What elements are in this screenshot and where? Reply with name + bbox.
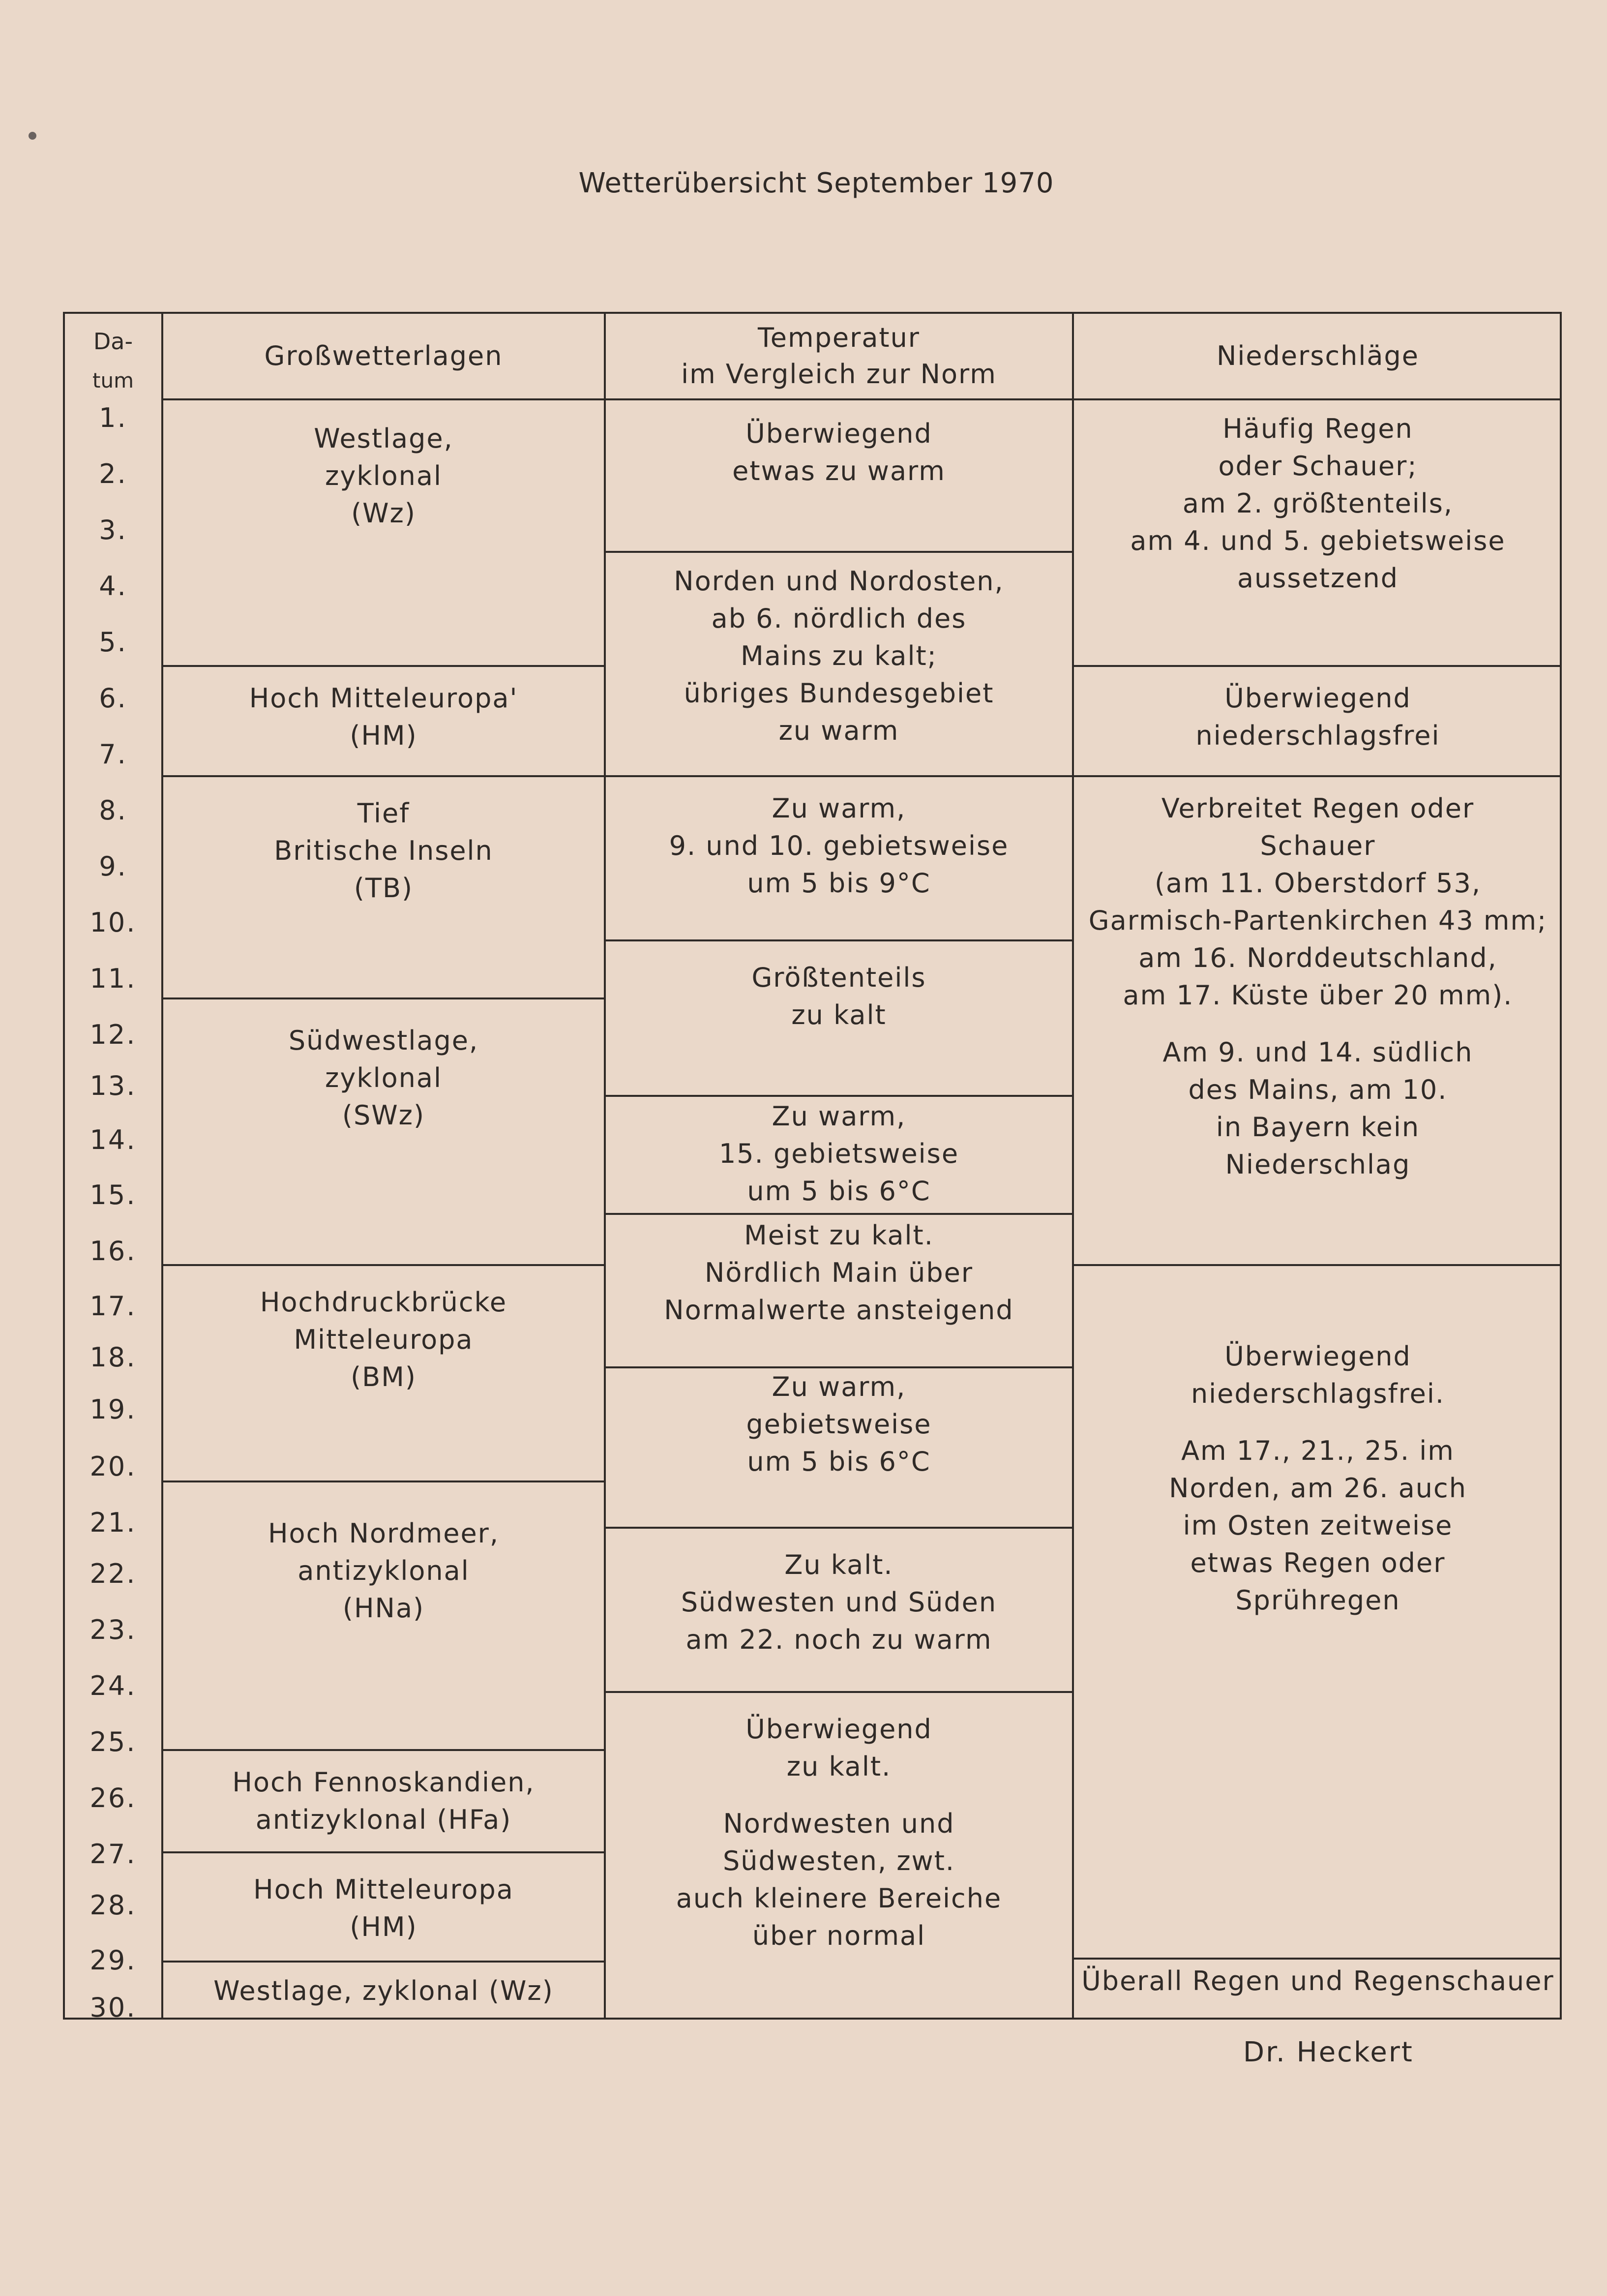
grosswetterlagen-line: Britische Inseln (274, 835, 493, 866)
date-label: 7. (99, 739, 127, 770)
temperatur-line: über normal (752, 1920, 926, 1951)
date-label: 15. (89, 1179, 137, 1210)
temperatur-line: am 22. noch zu warm (685, 1624, 992, 1655)
grosswetterlagen-line: zyklonal (325, 1062, 442, 1093)
grosswetterlagen-cell (163, 1022, 604, 1289)
date-label: 18. (89, 1342, 137, 1373)
date-label: 5. (99, 627, 127, 658)
temperatur-cell (606, 563, 1072, 787)
niederschlaege-line: am 2. größtenteils, (1182, 488, 1454, 519)
row-divider (1072, 1958, 1562, 1960)
date-label: 22. (89, 1558, 137, 1589)
temperatur-line: Südwesten und Süden (681, 1587, 997, 1618)
niederschlaege-line: etwas Regen oder (1190, 1547, 1446, 1578)
temperatur-line: 15. gebietsweise (718, 1138, 959, 1169)
temperatur-line: etwas zu warm (732, 455, 946, 486)
grosswetterlagen-cell (163, 1284, 604, 1500)
grosswetterlagen-cell (163, 1871, 604, 1980)
niederschlaege-cell (1074, 790, 1562, 1279)
header-temperatur-line2: im Vergleich zur Norm (681, 359, 997, 390)
date-label: 26. (89, 1782, 137, 1813)
temperatur-line: Zu warm, (772, 1101, 906, 1132)
grosswetterlagen-line: (BM) (351, 1361, 417, 1392)
date-label: 17. (89, 1291, 137, 1322)
grosswetterlagen-line: Hochdruckbrücke (260, 1287, 507, 1318)
date-label: 27. (89, 1839, 137, 1870)
grosswetterlagen-line: (HM) (350, 720, 417, 751)
temperatur-line: zu kalt. (786, 1751, 892, 1782)
grosswetterlagen-line: antizyklonal (298, 1555, 470, 1586)
weather-table (63, 312, 1562, 2023)
date-label: 1. (99, 402, 127, 433)
signature: Dr. Heckert (1243, 2036, 1414, 2068)
niederschlaege-line: am 16. Norddeutschland, (1138, 942, 1497, 973)
row-divider (161, 1480, 604, 1482)
grosswetterlagen-line: Hoch Mitteleuropa (253, 1874, 514, 1905)
niederschlaege-line: des Mains, am 10. (1188, 1074, 1448, 1105)
date-label: 3. (99, 514, 127, 545)
grosswetterlagen-line: Hoch Mitteleuropa' (249, 683, 518, 714)
date-label: 19. (89, 1394, 137, 1425)
temperatur-cell (606, 790, 1072, 954)
grosswetterlagen-line: zyklonal (325, 460, 442, 491)
temperatur-line: Norden und Nordosten, (674, 566, 1004, 597)
temperatur-line: Südwesten, zwt. (722, 1845, 955, 1876)
row-divider (161, 665, 604, 667)
temperatur-line: Zu warm, (772, 793, 906, 824)
niederschlaege-line: oder Schauer; (1218, 451, 1418, 482)
date-column (65, 314, 161, 2023)
niederschlaege-line: niederschlagsfrei (1195, 720, 1440, 751)
temperatur-cell (606, 1711, 1072, 2039)
grosswetterlagen-line: (SWz) (342, 1100, 425, 1131)
page-title: Wetterübersicht September 1970 (578, 167, 1054, 199)
temperatur-line: um 5 bis 6°C (747, 1176, 931, 1207)
grosswetterlagen-line: Hoch Nordmeer, (268, 1518, 500, 1549)
grosswetterlagen-line: Südwestlage, (288, 1025, 479, 1056)
header-datum-line2: tum (92, 368, 134, 393)
grosswetterlagen-line: (TB) (354, 873, 414, 904)
row-divider (161, 1851, 604, 1853)
niederschlaege-cell (1074, 680, 1562, 790)
grosswetterlagen-cell (163, 420, 604, 685)
row-divider (161, 1264, 604, 1266)
niederschlaege-line: (am 11. Oberstdorf 53, (1154, 868, 1482, 899)
date-label: 13. (89, 1070, 137, 1101)
date-label: 20. (89, 1451, 137, 1482)
grosswetterlagen-line: (HM) (350, 1911, 417, 1942)
temperatur-line: Normalwerte ansteigend (664, 1295, 1014, 1326)
grosswetterlagen-cell (163, 795, 604, 1017)
niederschlaege-line: niederschlagsfrei. (1190, 1378, 1445, 1409)
temperatur-line: ab 6. nördlich des (711, 603, 967, 634)
date-label: 11. (89, 963, 137, 994)
header-niederschlaege (1074, 314, 1562, 398)
date-label: 25. (89, 1726, 137, 1757)
temperatur-cell (606, 415, 1072, 566)
row-divider (161, 997, 604, 999)
temperatur-line: Mains zu kalt; (741, 640, 937, 671)
temperatur-line: 9. und 10. gebietsweise (669, 830, 1009, 861)
row-divider (604, 551, 1072, 553)
temperatur-line: Zu kalt. (784, 1549, 893, 1580)
niederschlaege-line: aussetzend (1237, 563, 1399, 594)
date-label: 2. (99, 458, 127, 489)
temperatur-cell (606, 1368, 1072, 1529)
row-divider (161, 1961, 604, 1963)
row-divider (604, 1527, 1072, 1529)
temperatur-line: zu warm (778, 715, 899, 746)
row-divider (604, 1095, 1072, 1097)
header-grosswetterlagen (163, 314, 604, 398)
row-divider (1072, 1264, 1562, 1266)
niederschlaege-line: Überwiegend (1224, 683, 1411, 714)
temperatur-line: Meist zu kalt. (744, 1220, 934, 1251)
temperatur-line: Überwiegend (745, 418, 932, 449)
niederschlaege-line: Sprühregen (1235, 1585, 1400, 1616)
temperatur-line: Größtenteils (751, 962, 926, 993)
grosswetterlagen-line: antizyklonal (HFa) (255, 1804, 512, 1835)
niederschlaege-cell (1074, 1338, 1562, 2031)
temperatur-line: gebietsweise (746, 1409, 932, 1440)
temperatur-line: zu kalt (791, 999, 887, 1030)
niederschlaege-line: Häufig Regen (1222, 413, 1413, 444)
grosswetterlagen-cell (163, 1972, 604, 2031)
header-temperatur (606, 314, 1072, 398)
grosswetterlagen-line: Westlage, (314, 423, 453, 454)
niederschlaege-line: im Osten zeitweise (1183, 1510, 1453, 1541)
temperatur-cell (606, 1098, 1072, 1216)
date-label: 23. (89, 1614, 137, 1645)
grosswetterlagen-line: Mitteleuropa (294, 1324, 474, 1355)
header-niederschlaege-text: Niederschläge (1217, 340, 1419, 371)
temperatur-line: Zu warm, (772, 1371, 906, 1402)
row-divider (604, 1213, 1072, 1215)
row-divider (161, 398, 1562, 400)
date-label: 30. (89, 1992, 137, 2023)
date-label: 8. (99, 795, 127, 826)
niederschlaege-line: am 4. und 5. gebietsweise (1130, 525, 1506, 556)
date-label: 12. (89, 1019, 137, 1050)
row-divider (161, 775, 604, 777)
date-label: 21. (89, 1507, 137, 1538)
speck-mark (29, 132, 36, 140)
temperatur-line: um 5 bis 9°C (747, 868, 931, 899)
row-divider (604, 775, 1072, 777)
row-divider (161, 1749, 604, 1751)
grosswetterlagen-cell (163, 680, 604, 790)
date-label: 9. (99, 851, 127, 882)
grosswetterlagen-cell (163, 1764, 604, 1866)
header-datum-line1: Da- (93, 328, 133, 355)
niederschlaege-line: Schauer (1260, 830, 1376, 861)
niederschlaege-cell (1074, 410, 1562, 675)
grosswetterlagen-line: (Wz) (351, 498, 416, 529)
date-label: 10. (89, 907, 137, 938)
header-temperatur-line1: Temperatur (757, 322, 921, 353)
grosswetterlagen-cell (163, 1515, 604, 1783)
grosswetterlagen-line: (HNa) (342, 1593, 425, 1624)
temperatur-line: um 5 bis 6°C (747, 1446, 931, 1477)
niederschlaege-line: Verbreitet Regen oder (1161, 793, 1475, 824)
row-divider (1072, 775, 1562, 777)
row-divider (1072, 665, 1562, 667)
temperatur-cell (606, 1217, 1072, 1370)
grosswetterlagen-line: Hoch Fennoskandien, (232, 1767, 535, 1798)
temperatur-line: auch kleinere Bereiche (676, 1883, 1002, 1914)
temperatur-line: Nördlich Main über (704, 1257, 974, 1288)
row-divider (604, 1691, 1072, 1693)
niederschlaege-line: Überall Regen und Regenschauer (1081, 1965, 1554, 1996)
niederschlaege-line: Garmisch-Partenkirchen 43 mm; (1088, 905, 1547, 936)
row-divider (604, 939, 1072, 941)
niederschlaege-line: Niederschlag (1225, 1149, 1411, 1180)
niederschlaege-cell (1074, 1963, 1562, 2024)
temperatur-cell (606, 959, 1072, 1115)
date-label: 4. (99, 571, 127, 602)
niederschlaege-line: Norden, am 26. auch (1169, 1473, 1467, 1504)
niederschlaege-line: in Bayern kein (1216, 1112, 1420, 1143)
niederschlaege-line: Überwiegend (1224, 1341, 1411, 1372)
temperatur-line: Nordwesten und (723, 1808, 955, 1839)
grosswetterlagen-line: Tief (357, 798, 410, 829)
date-label: 16. (89, 1236, 137, 1267)
date-label: 29. (89, 1945, 137, 1976)
date-label: 28. (89, 1890, 137, 1921)
date-label: 14. (89, 1124, 137, 1155)
date-label: 24. (89, 1670, 137, 1701)
date-label: 6. (99, 683, 127, 714)
niederschlaege-line: am 17. Küste über 20 mm). (1123, 980, 1513, 1011)
temperatur-line: übriges Bundesgebiet (684, 678, 994, 709)
grosswetterlagen-line: Westlage, zyklonal (Wz) (213, 1975, 554, 2006)
temperatur-cell (606, 1546, 1072, 1711)
niederschlaege-line: Am 9. und 14. südlich (1162, 1037, 1473, 1068)
niederschlaege-line: Am 17., 21., 25. im (1181, 1435, 1455, 1466)
header-grosswetterlagen-text: Großwetterlagen (264, 340, 503, 371)
temperatur-line: Überwiegend (745, 1714, 932, 1745)
